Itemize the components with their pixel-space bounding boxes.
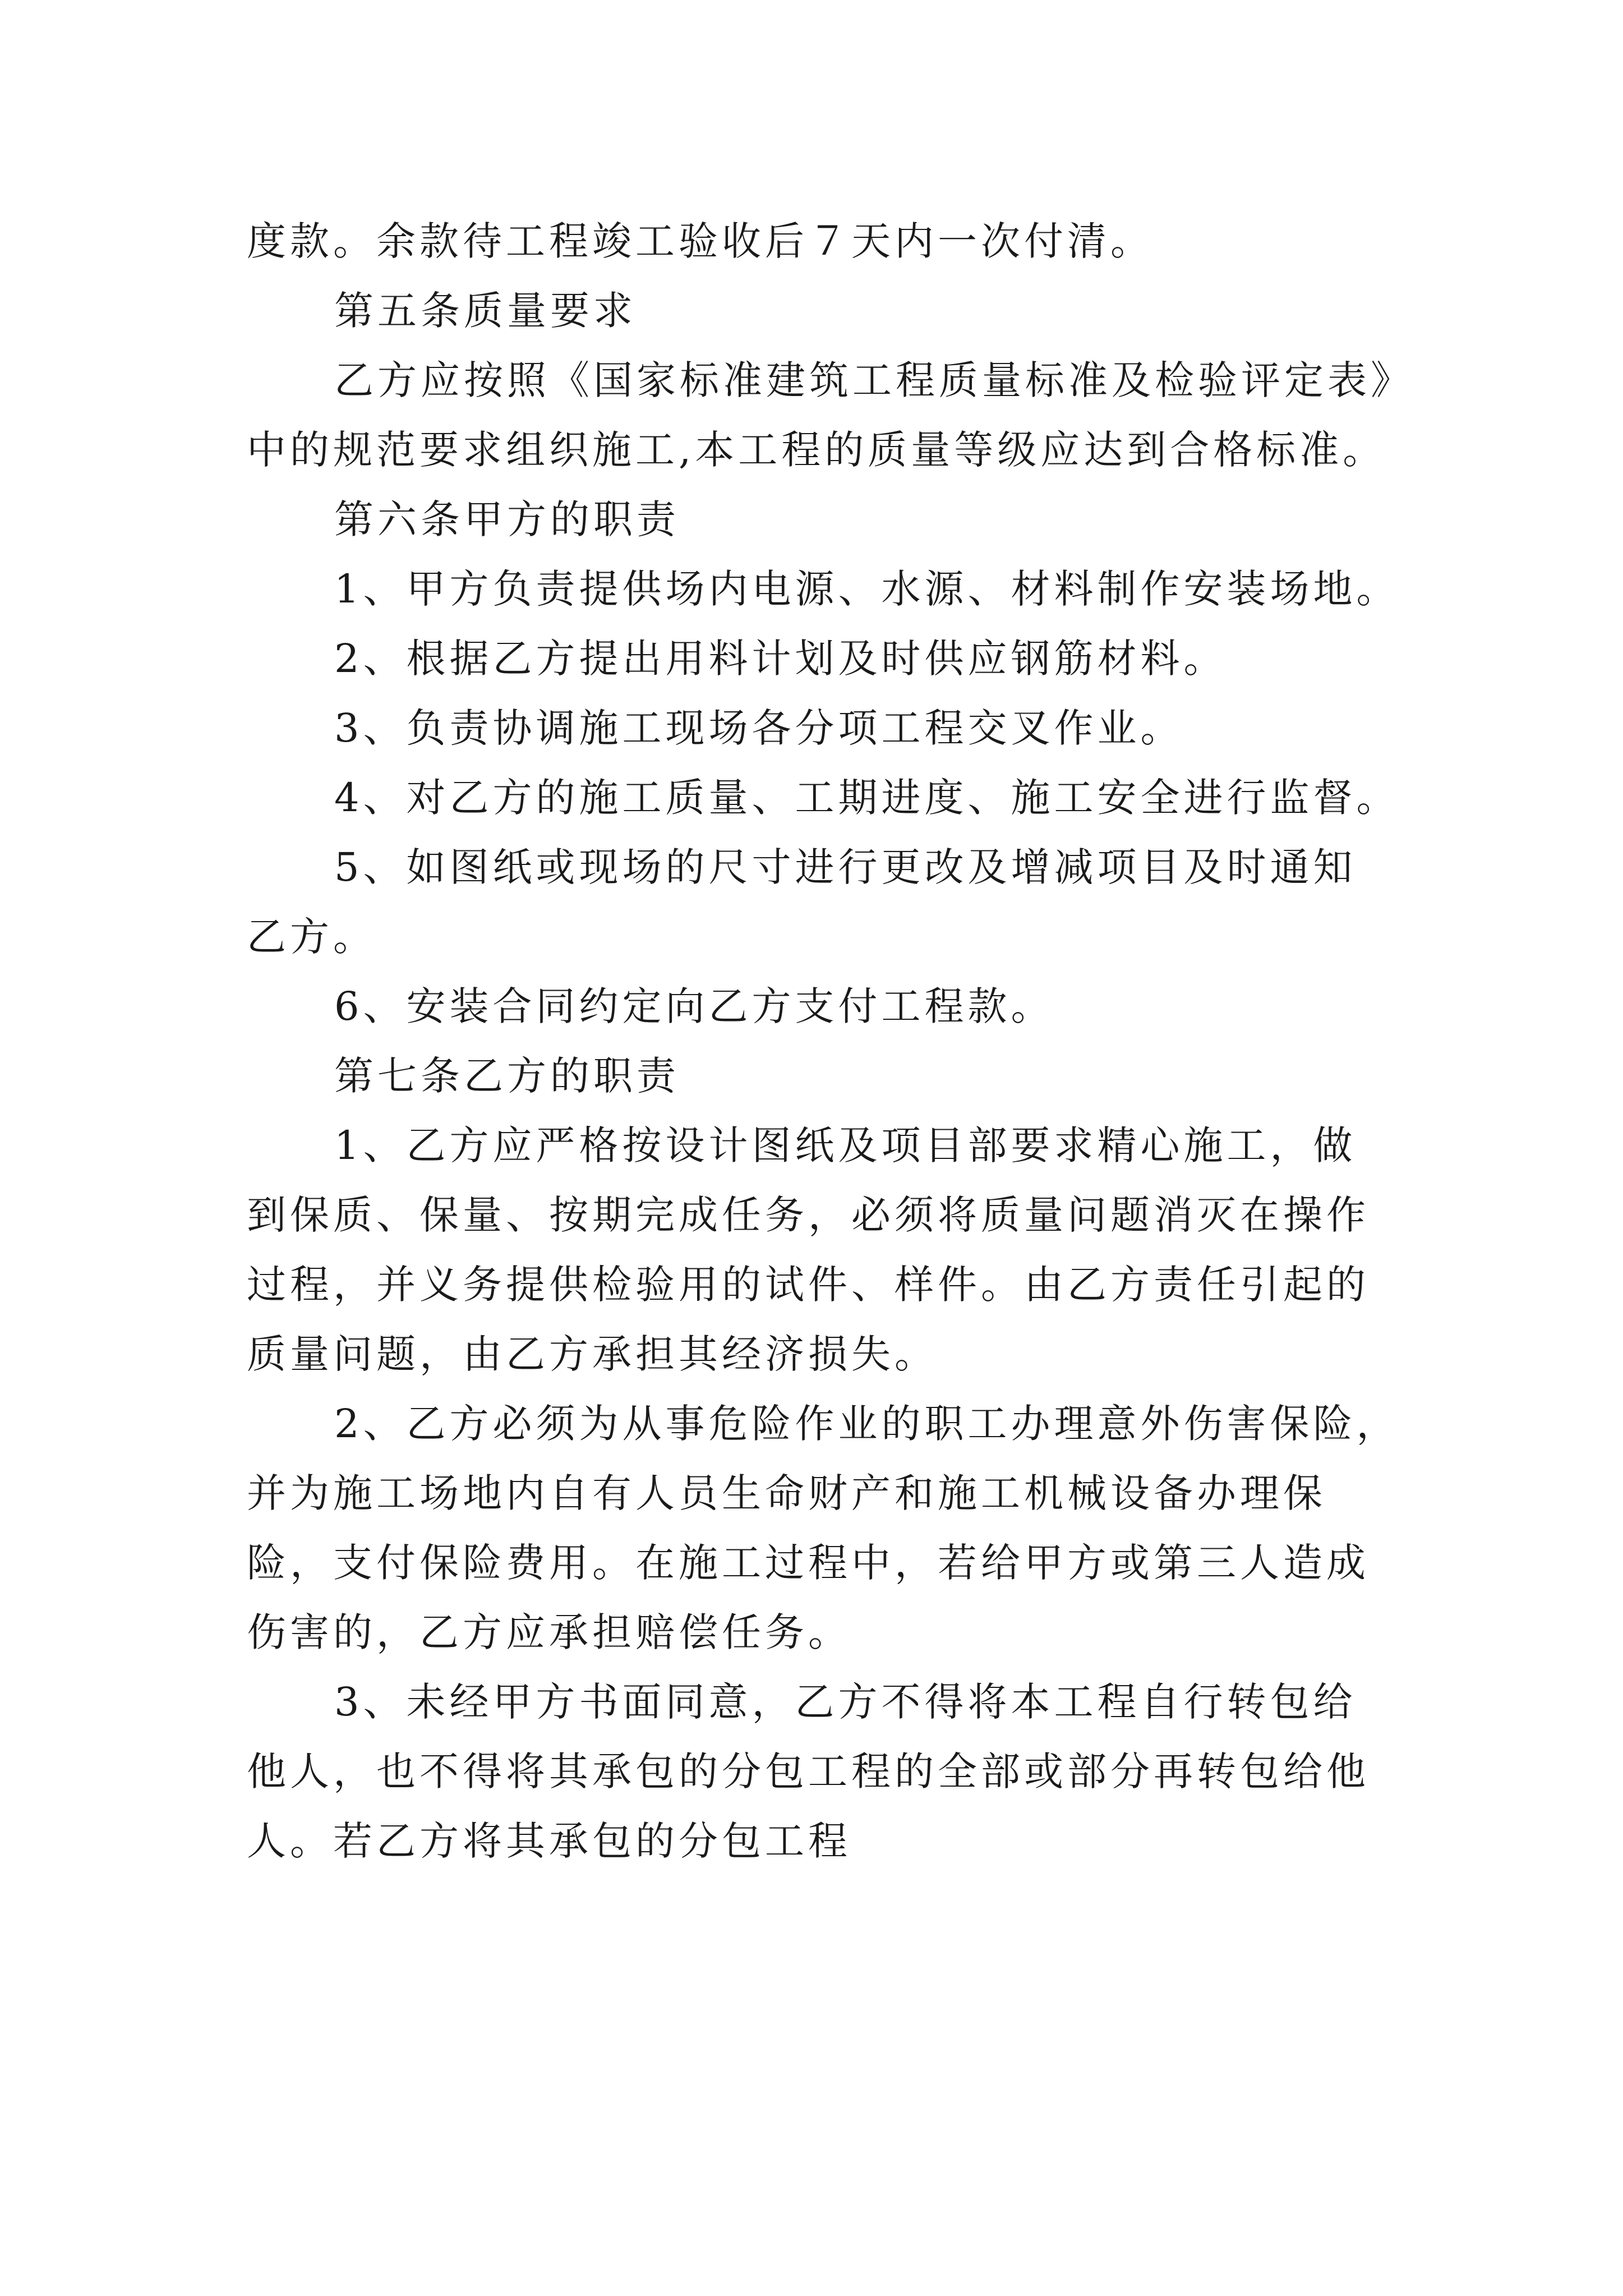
text-line: 3、负责协调施工现场各分项工程交叉作业。 <box>334 705 1184 751</box>
text-line: 度款。余款待工程竣工验收后７天内一次付清。 <box>247 218 1154 264</box>
text-line: 4、对乙方的施工质量、工期进度、施工安全进行监督。 <box>334 775 1400 821</box>
text-line: 5、如图纸或现场的尺寸进行更改及增减项目及时通知 <box>334 844 1357 890</box>
text-line: 第五条质量要求 <box>334 288 637 334</box>
text-line: 第六条甲方的职责 <box>334 496 680 542</box>
text-line: 并为施工场地内自有人员生命财产和施工机械设备办理保 <box>247 1470 1326 1516</box>
text-line: 乙方应按照《国家标准建筑工程质量标准及检验评定表》 <box>334 357 1414 403</box>
text-line: 1、乙方应严格按设计图纸及项目部要求精心施工，做 <box>334 1122 1357 1168</box>
text-line: 险，支付保险费用。在施工过程中，若给甲方或第三人造成 <box>247 1540 1370 1586</box>
text-line: 到保质、保量、按期完成任务，必须将质量问题消灭在操作 <box>247 1192 1370 1238</box>
text-line: 他人，也不得将其承包的分包工程的全部或部分再转包给他 <box>247 1749 1370 1795</box>
text-line: 乙方。 <box>247 914 376 960</box>
text-line: 6、安装合同约定向乙方支付工程款。 <box>334 983 1054 1029</box>
text-line: 过程，并义务提供检验用的试件、样件。由乙方责任引起的 <box>247 1262 1370 1308</box>
contract-text <box>247 206 1414 1876</box>
text-line: 人。若乙方将其承包的分包工程 <box>247 1818 851 1864</box>
text-line: 2、乙方必须为从事危险作业的职工办理意外伤害保险， <box>334 1401 1400 1447</box>
text-line: 中的规范要求组织施工,本工程的质量等级应达到合格标准。 <box>247 427 1386 473</box>
text-line: 质量问题，由乙方承担其经济损失。 <box>247 1331 938 1377</box>
text-line: 3、未经甲方书面同意，乙方不得将本工程自行转包给 <box>334 1679 1357 1725</box>
text-line: 2、根据乙方提出用料计划及时供应钢筋材料。 <box>334 636 1227 682</box>
text-line: 第七条乙方的职责 <box>334 1053 680 1099</box>
text-line: 1、甲方负责提供场内电源、水源、材料制作安装场地。 <box>334 566 1400 612</box>
text-line: 伤害的，乙方应承担赔偿任务。 <box>247 1609 851 1655</box>
